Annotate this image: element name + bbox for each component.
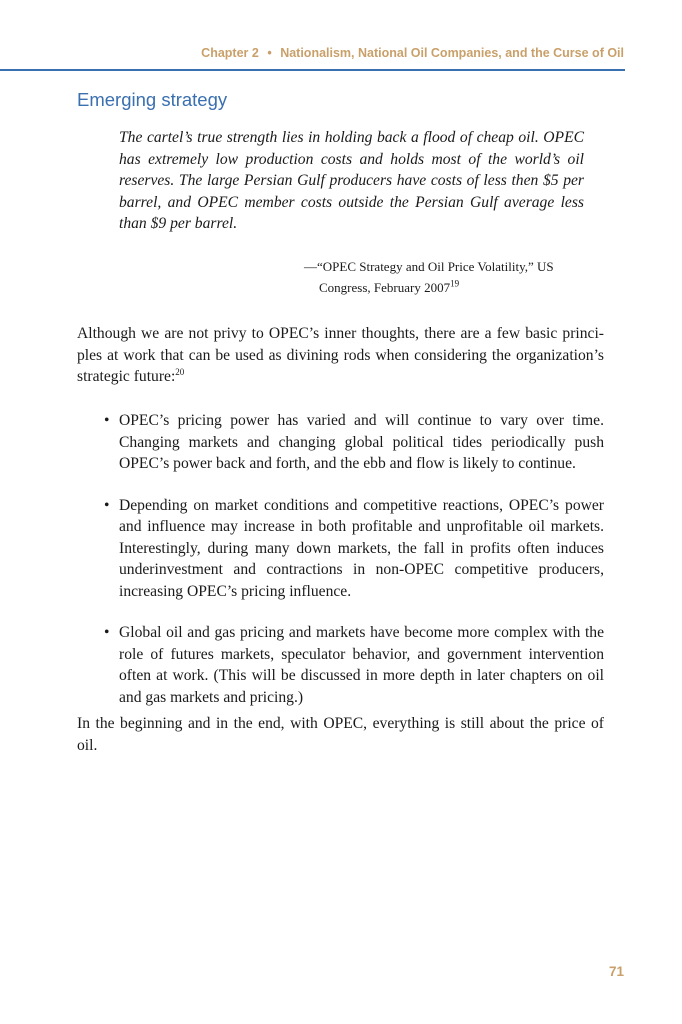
list-item <box>104 622 604 708</box>
footnote-ref-19: 19 <box>450 278 460 289</box>
chapter-label: Chapter 2 <box>201 46 259 60</box>
chapter-title: Nationalism, National Oil Companies, and the Curse of Oil <box>280 46 624 60</box>
bullet-text: Depending on market conditions and competitive reactions, OPEC’s power and influence may increase in both profitable and unprofitable oil markets. Interestingly, during many down markets, the fall in profits often induces underinvestment and contractions in non-OPEC competitive producers, increasing OPEC’s pricing influence. <box>119 496 604 600</box>
running-header <box>201 46 624 60</box>
bullet-icon: • <box>104 624 110 641</box>
epigraph-attribution <box>304 256 584 298</box>
list-item <box>104 410 604 475</box>
bullet-list <box>104 410 604 728</box>
header-separator: • <box>267 46 272 60</box>
page-number: 71 <box>608 964 624 979</box>
footnote-ref-20: 20 <box>175 366 185 377</box>
closing-paragraph: In the beginning and in the end, with OPEC, everything is still about the price of oil. <box>77 715 604 754</box>
bullet-text: Global oil and gas pricing and markets have become more complex with the role of futures markets, speculator behavior, and government intervention often at work. (This will be discussed in more depth in later chapters on oil and gas markets and pricing.) <box>119 624 604 706</box>
section-heading: Emerging strategy <box>77 89 228 110</box>
epigraph-quote: The cartel’s true strength lies in holding back a flood of cheap oil. OPEC has extremely low production costs and holds most of the world’s oil reserves. The large Persian Gulf producers have costs of less then $5 per barrel, and OPEC member costs outside the Persian Gulf average less than $9 per barrel. <box>119 129 584 232</box>
list-item <box>104 495 604 603</box>
attribution-line-1: —“OPEC Strategy and Oil Price Volatility,” US <box>304 259 554 274</box>
intro-text: Although we are not privy to OPEC’s inner thoughts, there are a few basic principles at work that can be used as divining rods when considering the organization’s strategic future: <box>77 325 604 385</box>
header-rule <box>0 69 625 71</box>
attribution-line-2: Congress, February 2007$^{19}$ <box>319 278 460 295</box>
bullet-text: OPEC’s pricing power has varied and will continue to vary over time. Changing markets and changing global political tides periodically push OPEC’s power back and forth, and the ebb and flow is likely to continue. <box>119 412 604 472</box>
bullet-icon: • <box>104 412 110 429</box>
intro-paragraph <box>77 323 604 388</box>
bullet-icon: • <box>104 496 110 514</box>
